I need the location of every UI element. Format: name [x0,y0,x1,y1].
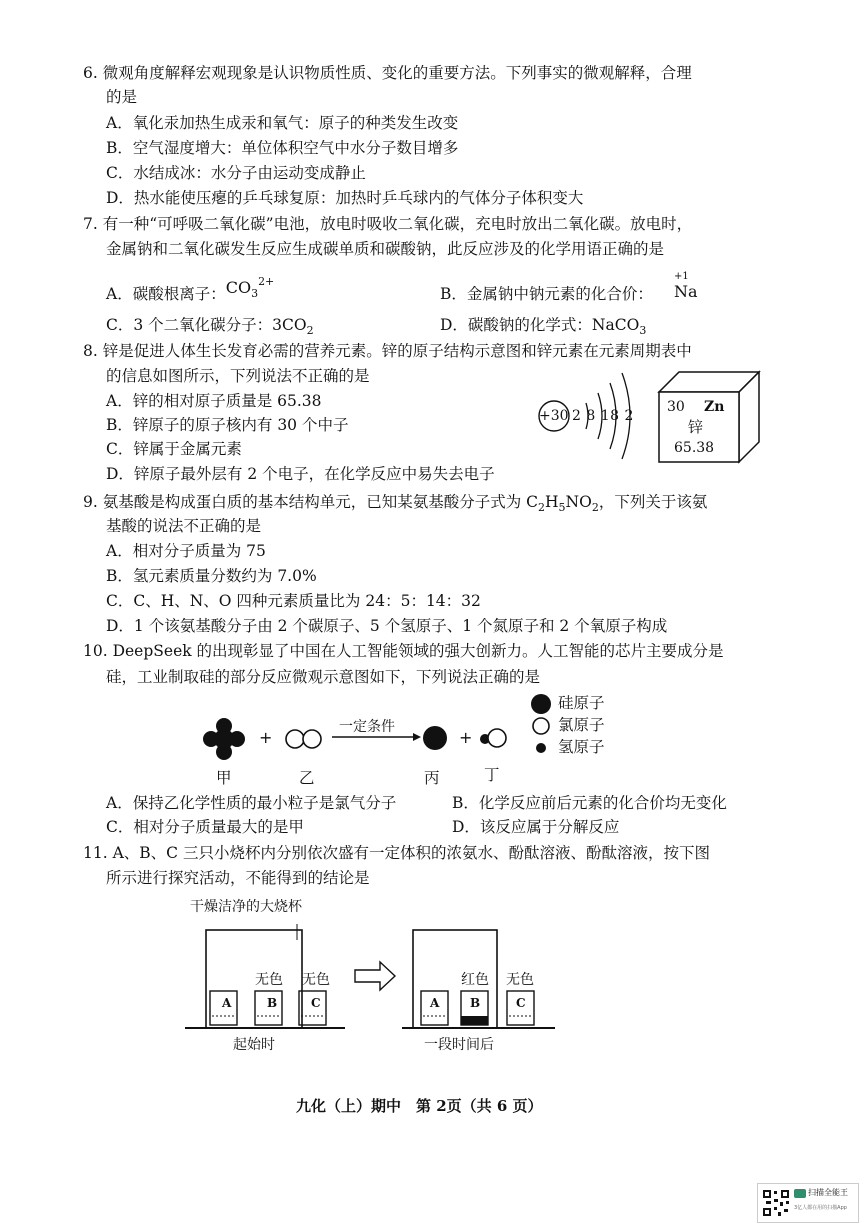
big-beaker-left [206,930,302,1028]
q10-option-a: A．保持乙化学性质的最小粒子是氯气分子 [106,794,397,812]
q10-option-c: C．相对分子质量最大的是甲 [106,818,304,836]
beaker-b-right: B [470,996,481,1010]
scanner-watermark [757,1183,859,1223]
q10-stem-line1: 10. DeepSeek 的出现彰显了中国在人工智能领域的强大创新力。人工智能的芯片主要成分是 [83,642,724,660]
q8-option-a: A．锌的相对原子质量是 65.38 [106,392,322,410]
caption-end: 一段时间后 [424,1037,494,1053]
beaker-c-right: C [516,996,526,1010]
caption-start: 起始时 [233,1037,275,1053]
scanner-subtitle: 3亿人都在用的扫描App [794,1205,847,1211]
q7-option-b-label: B．金属钠中钠元素的化合价： [440,285,653,303]
q7-option-a [106,275,275,307]
right-c-color: 无色 [506,972,534,988]
molecule-ding [480,729,506,747]
molecule-yi [286,730,321,748]
periodic-cell-number: 30 [667,399,685,415]
beaker-c-left: C [311,996,321,1010]
q8-option-c: C．锌属于金属元素 [106,440,242,458]
q9-stem-line1: 9. 氨基酸是构成蛋白质的基本结构单元，已知某氨基酸分子式为 $C_2H_5NO_2$，下列关于该氨 [83,493,708,514]
q10-option-d: D．该反应属于分解反应 [452,818,620,836]
reaction-condition: 一定条件 [339,719,395,735]
q10-stem-line2: 硅，工业制取硅的部分反应微观示意图如下，下列说法正确的是 [106,668,541,686]
q11-stem-line1: 11. A、B、C 三只小烧杯内分别依次盛有一定体积的浓氨水、酚酞溶液、酚酞溶液，按下图 [83,844,710,862]
q7-valence-charge: +1 [674,271,689,282]
periodic-cell-name: 锌 [688,418,704,436]
q8-stem-line2: 的信息如图所示，下列说法不正确的是 [106,367,370,385]
left-c-color: 无色 [302,972,330,988]
q6-option-b: B．空气湿度增大：单位体积空气中水分子数目增多 [106,139,459,157]
legend-chlorine: 氯原子 [558,716,605,734]
q9-option-c: C．C、H、N、O 四种元素质量比为 24：5：14：32 [106,592,481,610]
molecule-jia [203,718,245,760]
plus-sign-1: + [259,728,273,747]
q6-option-c: C．水结成冰：水分子由运动变成静止 [106,164,366,182]
q6-option-a: A．氧化汞加热生成汞和氧气：原子的种类发生改变 [106,114,459,132]
q7-option-c: C．3 个二氧化碳分子：$3CO_2$ [106,316,314,337]
transition-arrow [355,962,395,990]
beaker-a-right: A [430,996,440,1010]
q6-stem-line1: 6. 微观角度解释宏观现象是认识物质性质、变化的重要方法。下列事实的微观解释，合理 [83,64,692,82]
q11-stem-line2: 所示进行探究活动，不能得到的结论是 [106,869,370,887]
q8-option-b: B．锌原子的原子核内有 30 个中子 [106,416,349,434]
zinc-electron-shells: 2 8 18 2 [572,408,634,424]
q7-option-a-label: A．碳酸根离子： [106,285,226,303]
q7-option-b [440,283,653,305]
molecule-bing [423,726,447,750]
q7-valence-symbol: Na [674,282,698,301]
label-ding: 丁 [484,766,500,784]
q8-stem-line1: 8. 锌是促进人体生长发育必需的营养元素。锌的原子结构示意图和锌元素在元素周期表中 [83,342,692,360]
beaker-b-left: B [267,996,278,1010]
q10-option-b: B．化学反应前后元素的化合价均无变化 [452,794,727,812]
label-yi: 乙 [299,769,315,787]
q8-option-d: D．锌原子最外层有 2 个电子，在化学反应中易失去电子 [106,465,495,483]
q9-option-a: A．相对分子质量为 75 [106,542,266,560]
big-beaker-label: 干燥洁净的大烧杯 [190,899,302,915]
q9-option-d: D．1 个该氨基酸分子由 2 个碳原子、5 个氢原子、1 个氮原子和 2 个氧原子构成 [106,617,668,635]
plus-sign-2: + [459,728,473,747]
q7-option-d: D．碳酸钠的化学式：NaCO$_3$ [440,316,647,337]
q9-stem-line2: 基酸的说法不正确的是 [106,517,262,535]
zinc-nucleus-label: +30 [539,408,569,424]
reaction-legend-icons [528,690,556,760]
q7-stem-line2: 金属钠和二氧化碳发生反应生成碳单质和碳酸钠，此反应涉及的化学用语正确的是 [106,240,665,258]
legend-hydrogen: 氢原子 [558,738,605,756]
beaker-a-left: A [222,996,232,1010]
left-b-color: 无色 [255,972,283,988]
q6-stem-line2: 的是 [106,88,138,106]
scanner-name: 扫描全能王 [808,1188,848,1197]
q7-stem-line1: 7. 有一种“可呼吸二氧化碳”电池，放电时吸收二氧化碳，充电时放出二氧化碳。放电时， [83,215,693,233]
scanner-logo-icon [794,1189,806,1198]
page-footer: 九化（上）期中 第 2页（共 6 页） [296,1097,543,1115]
label-bing: 丙 [424,769,440,787]
periodic-cell-mass: 65.38 [674,440,715,456]
q6-option-d: D．热水能使压瘪的乒乓球复原：加热时乒乓球内的气体分子体积变大 [106,189,584,207]
label-jia: 甲 [216,769,232,787]
right-b-color: 红色 [461,972,489,988]
periodic-cell-symbol: Zn [704,399,725,415]
carbonate-formula: $CO_3^{2+}$ [225,275,275,300]
q9-option-b: B．氢元素质量分数约为 7.0% [106,567,317,585]
qr-code-icon [762,1189,790,1217]
legend-silicon: 硅原子 [558,694,605,712]
